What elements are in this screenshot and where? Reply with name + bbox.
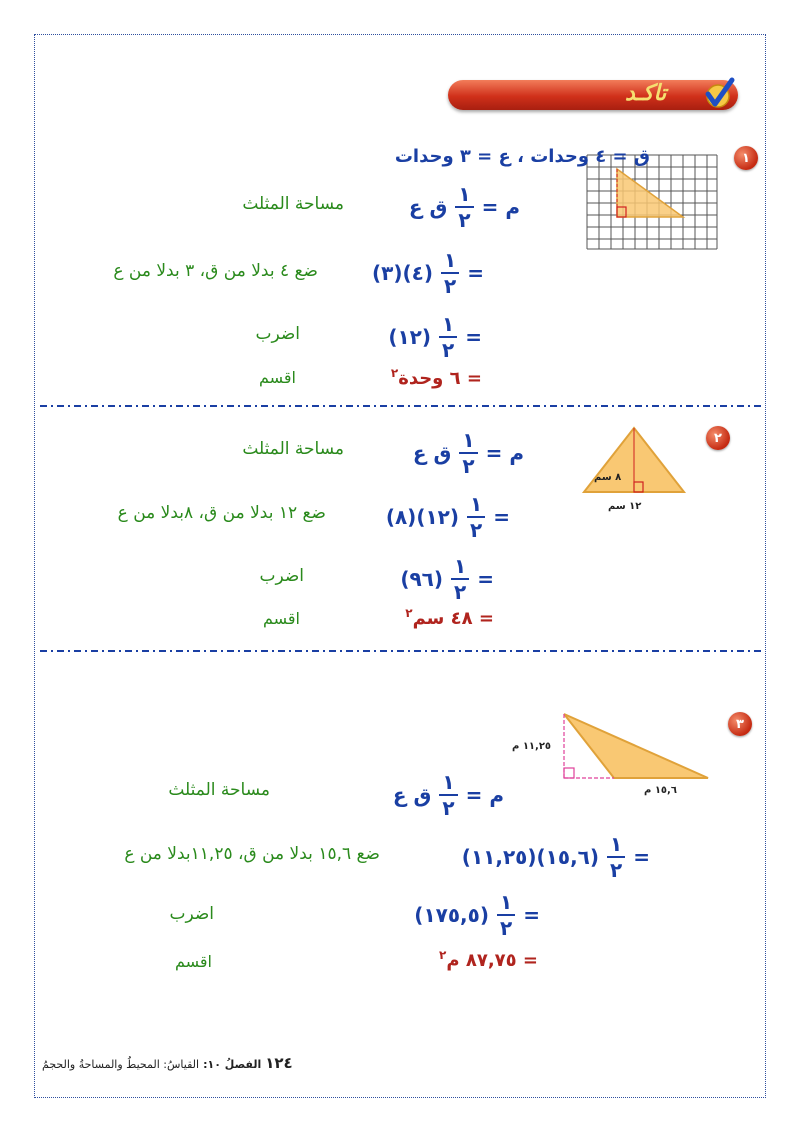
fraction-numerator: ١ [444, 248, 457, 272]
equals-sign: = [465, 325, 482, 349]
fraction-half [459, 430, 477, 476]
fraction-half [455, 184, 473, 230]
step-note: اضرب [259, 566, 304, 586]
step-note: اضرب [169, 904, 214, 924]
formula-lhs: م = [485, 441, 524, 465]
result-value: = ٤٨ سم [412, 608, 494, 629]
triangle-figure [558, 710, 714, 782]
fraction-numerator: ١ [454, 554, 467, 578]
base-label: ١٥,٦ م [644, 785, 677, 796]
height-label: ٨ سم [594, 472, 622, 483]
multiply-step [388, 314, 482, 360]
problem-number-badge: ١ [734, 146, 758, 170]
page-footer [42, 1054, 293, 1072]
formula-lhs: م = [465, 783, 504, 807]
fraction-numerator: ١ [458, 182, 471, 206]
fraction-numerator: ١ [442, 312, 455, 336]
result [405, 606, 494, 629]
area-formula [413, 430, 524, 476]
fraction-half [607, 834, 625, 880]
step-note: ضع ٤ بدلا من ق، ٣ بدلا من ع [113, 261, 318, 281]
step-note: ضع ١٥,٦ بدلا من ق، ١١,٢٥بدلا من ع [124, 844, 380, 864]
chapter-label: الفصلُ ١٠: [203, 1058, 262, 1071]
fraction-denominator: ٢ [451, 578, 469, 602]
formula-rhs: ق ع [392, 783, 432, 807]
step-note: اقسم [174, 952, 212, 971]
fraction-half [451, 556, 469, 602]
equals-sign: = [477, 567, 494, 591]
fraction-denominator: ٢ [607, 856, 625, 880]
fraction-numerator: ١ [462, 428, 475, 452]
formula-lhs: م = [481, 195, 520, 219]
chapter-title: القياسُ: المحيطُ والمساحةُ والحجمُ [42, 1058, 200, 1071]
fraction-half [467, 494, 485, 540]
fraction-half [441, 250, 459, 296]
step-note: مساحة المثلث [242, 439, 344, 459]
equals-sign: = [467, 261, 484, 285]
substitution-step [386, 494, 510, 540]
result-exponent: ٢ [405, 606, 413, 620]
section-divider [40, 405, 762, 407]
result [439, 948, 538, 971]
result-value: = ٦ وحدة [398, 368, 482, 389]
step-expression: (١٢) [388, 325, 432, 349]
step-note: اقسم [262, 609, 300, 628]
multiply-step [400, 556, 494, 602]
fraction-denominator: ٢ [467, 516, 485, 540]
step-note: اقسم [258, 368, 296, 387]
equals-sign: = [523, 903, 540, 927]
step-note: اضرب [255, 324, 300, 344]
base-label: ١٢ سم [608, 501, 642, 512]
result [391, 366, 482, 389]
multiply-step [414, 892, 540, 938]
fraction-denominator: ٢ [497, 914, 515, 938]
formula-rhs: ق ع [412, 441, 452, 465]
fraction-half [497, 892, 515, 938]
fraction-denominator: ٢ [439, 336, 457, 360]
result-exponent: ٢ [439, 948, 447, 962]
step-note: مساحة المثلث [168, 780, 270, 800]
substitution-step [372, 250, 484, 296]
substitution-step [462, 834, 650, 880]
section-header-banner [448, 80, 738, 110]
result-exponent: ٢ [390, 366, 399, 380]
step-expression: (١٧٥,٥) [414, 903, 490, 927]
fraction-denominator: ٢ [439, 794, 457, 818]
triangle-figure [580, 424, 690, 496]
result-value: = ٨٧,٧٥ م [446, 950, 538, 971]
section-divider [40, 650, 762, 652]
step-expression: (٩٦) [400, 567, 444, 591]
step-expression: (٤)(٣) [372, 261, 434, 285]
fraction-numerator: ١ [442, 770, 455, 794]
step-expression: (١٥,٦)(١١,٢٥) [461, 845, 600, 869]
step-note: ضع ١٢ بدلا من ق، ٨بدلا من ع [117, 503, 326, 523]
area-formula [393, 772, 504, 818]
step-note: مساحة المثلث [242, 194, 344, 214]
given-values: ق = ٤ وحدات ، ع = ٣ وحدات [394, 146, 650, 167]
fraction-numerator: ١ [500, 890, 513, 914]
equals-sign: = [493, 505, 510, 529]
height-label: ١١,٢٥ م [512, 741, 552, 752]
fraction-numerator: ١ [610, 832, 623, 856]
fraction-denominator: ٢ [459, 452, 477, 476]
grid-triangle-figure [586, 154, 718, 250]
problem-number-badge: ٢ [706, 426, 730, 450]
problem-number-badge: ٣ [728, 712, 752, 736]
fraction-numerator: ١ [470, 492, 483, 516]
fraction-denominator: ٢ [455, 206, 473, 230]
step-expression: (١٢)(٨) [385, 505, 460, 529]
formula-rhs: ق ع [408, 195, 448, 219]
equals-sign: = [633, 845, 650, 869]
area-formula [409, 184, 520, 230]
section-title: تاكـد [625, 81, 667, 106]
fraction-half [439, 772, 457, 818]
fraction-half [439, 314, 457, 360]
fraction-denominator: ٢ [441, 272, 459, 296]
page-number: ١٢٤ [265, 1054, 293, 1072]
checkmark-icon [700, 76, 736, 110]
